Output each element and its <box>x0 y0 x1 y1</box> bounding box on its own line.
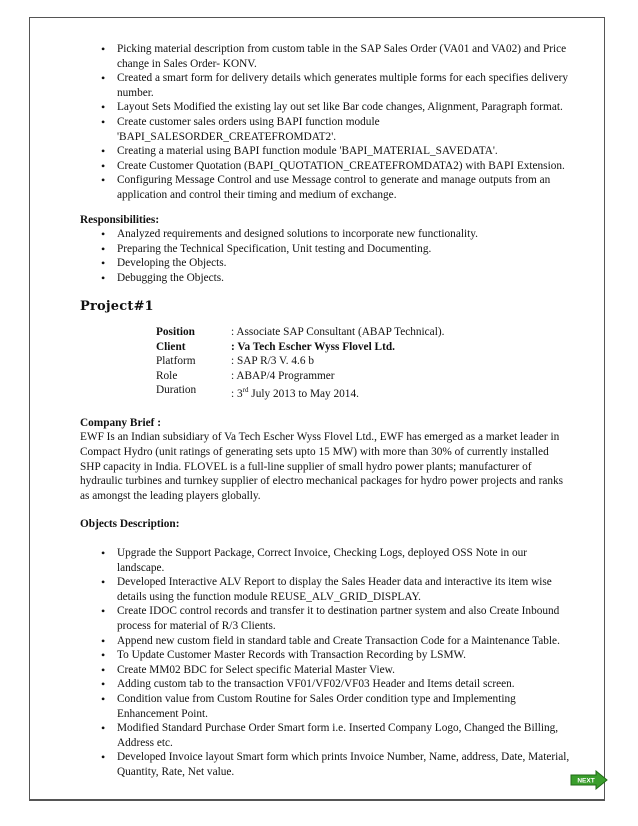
list-item: • To Update Customer Master Records with Transaction Recording by LSMW. <box>80 648 570 663</box>
project-info-row <box>156 383 570 401</box>
list-item: • Modified Standard Purchase Order Smart form i.e. Inserted Company Logo, Changed the Billing, Address etc. <box>80 721 570 750</box>
project-info <box>156 325 570 402</box>
objects-description-list <box>80 546 570 780</box>
info-value: : Associate SAP Consultant (ABAP Technical). <box>231 326 445 339</box>
resume-content <box>80 42 570 779</box>
list-item: • Adding custom tab to the transaction VF01/VF02/VF03 Header and Items detail screen. <box>80 677 570 692</box>
list-item: • Layout Sets Modified the existing lay out set like Bar code changes, Alignment, Paragraph format. <box>80 100 570 115</box>
info-value: : Va Tech Escher Wyss Flovel Ltd. <box>231 340 395 353</box>
list-item: • Configuring Message Control and use Message control to generate and manage outputs from an application and control their timing and medium of exchange. <box>80 173 570 202</box>
list-item: • Condition value from Custom Routine for Sales Order condition type and Implementing Enhancement Point. <box>80 692 570 721</box>
info-value: : SAP R/3 V. 4.6 b <box>231 355 314 368</box>
company-brief-heading: Company Brief : <box>80 416 161 429</box>
responsibilities-list <box>80 227 570 285</box>
project-heading-number: #1 <box>133 298 154 314</box>
list-item: • Developed Interactive ALV Report to display the Sales Header data and interactive its item wise details using the function module REUSE_ALV_GRID_DISPLAY. <box>80 575 570 604</box>
list-item: • Create IDOC control records and transfer it to destination partner system and also Create Inbound process for material of R/3 Clients. <box>80 604 570 633</box>
duration-start: : 3 <box>231 388 243 401</box>
list-item: • Creating a material using BAPI function module 'BAPI_MATERIAL_SAVEDATA'. <box>80 144 570 159</box>
objects-description-heading: Objects Description: <box>80 518 180 531</box>
list-item: • Developing the Objects. <box>80 256 570 271</box>
list-item: • Picking material description from custom table in the SAP Sales Order (VA01 and VA02) and Price change in Sales Order- KONV. <box>80 42 570 71</box>
list-item: • Upgrade the Support Package, Correct Invoice, Checking Logs, deployed OSS Note in our landscape. <box>80 546 570 575</box>
next-arrow-button[interactable] <box>570 770 608 790</box>
project-heading <box>80 300 570 315</box>
list-item: • Append new custom field in standard table and Create Transaction Code for a Maintenance Table. <box>80 634 570 649</box>
list-item: • Create Customer Quotation (BAPI_QUOTATION_CREATEFROMDATA2) with BAPI Extension. <box>80 159 570 174</box>
info-value: : ABAP/4 Programmer <box>231 369 335 382</box>
responsibilities-heading: Responsibilities: <box>80 213 160 226</box>
list-item: • Create customer sales orders using BAPI function module 'BAPI_SALESORDER_CREATEFROMDAT2'. <box>80 115 570 144</box>
info-value <box>231 383 359 401</box>
list-item: • Developed Invoice layout Smart form which prints Invoice Number, Name, address, Date, Material, Quantity, Rate, Net value. <box>80 750 570 779</box>
project-info-row <box>156 340 570 355</box>
list-item: • Debugging the Objects. <box>80 271 570 286</box>
duration-suffix: rd <box>242 386 249 395</box>
list-item: • Analyzed requirements and designed solutions to incorporate new functionality. <box>80 227 570 242</box>
info-label: Client <box>156 340 186 353</box>
duration-end: July 2013 to May 2014. <box>248 388 359 401</box>
info-label: Role <box>156 369 178 382</box>
list-item: • Create MM02 BDC for Select specific Material Master View. <box>80 663 570 678</box>
company-brief-text: EWF Is an Indian subsidiary of Va Tech Escher Wyss Flovel Ltd., EWF has emerged as a market leader in Compact Hydro (unit ratings of generating sets upto 15 MW) with more than 30% of currently installed SHP capacity in India. FLOVEL is a full-line supplier of small hydro power plants; manufacturer of hydraulic turbines and turnkey supplier of electro mechanical packages for hydro power projects and ranks as amongst the leading players globally. <box>80 431 564 502</box>
next-label: NEXT <box>577 777 595 785</box>
info-label: Position <box>156 326 195 339</box>
project-heading-word: Project <box>80 298 134 314</box>
list-item: • Created a smart form for delivery details which generates multiple forms for each specifies delivery number. <box>80 71 570 100</box>
top-bullet-list <box>80 42 570 203</box>
info-label: Platform <box>156 355 196 368</box>
info-label: Duration <box>156 384 197 397</box>
project-info-row <box>156 369 570 384</box>
project-info-row <box>156 325 570 340</box>
project-info-row <box>156 354 570 369</box>
list-item: • Preparing the Technical Specification, Unit testing and Documenting. <box>80 242 570 257</box>
